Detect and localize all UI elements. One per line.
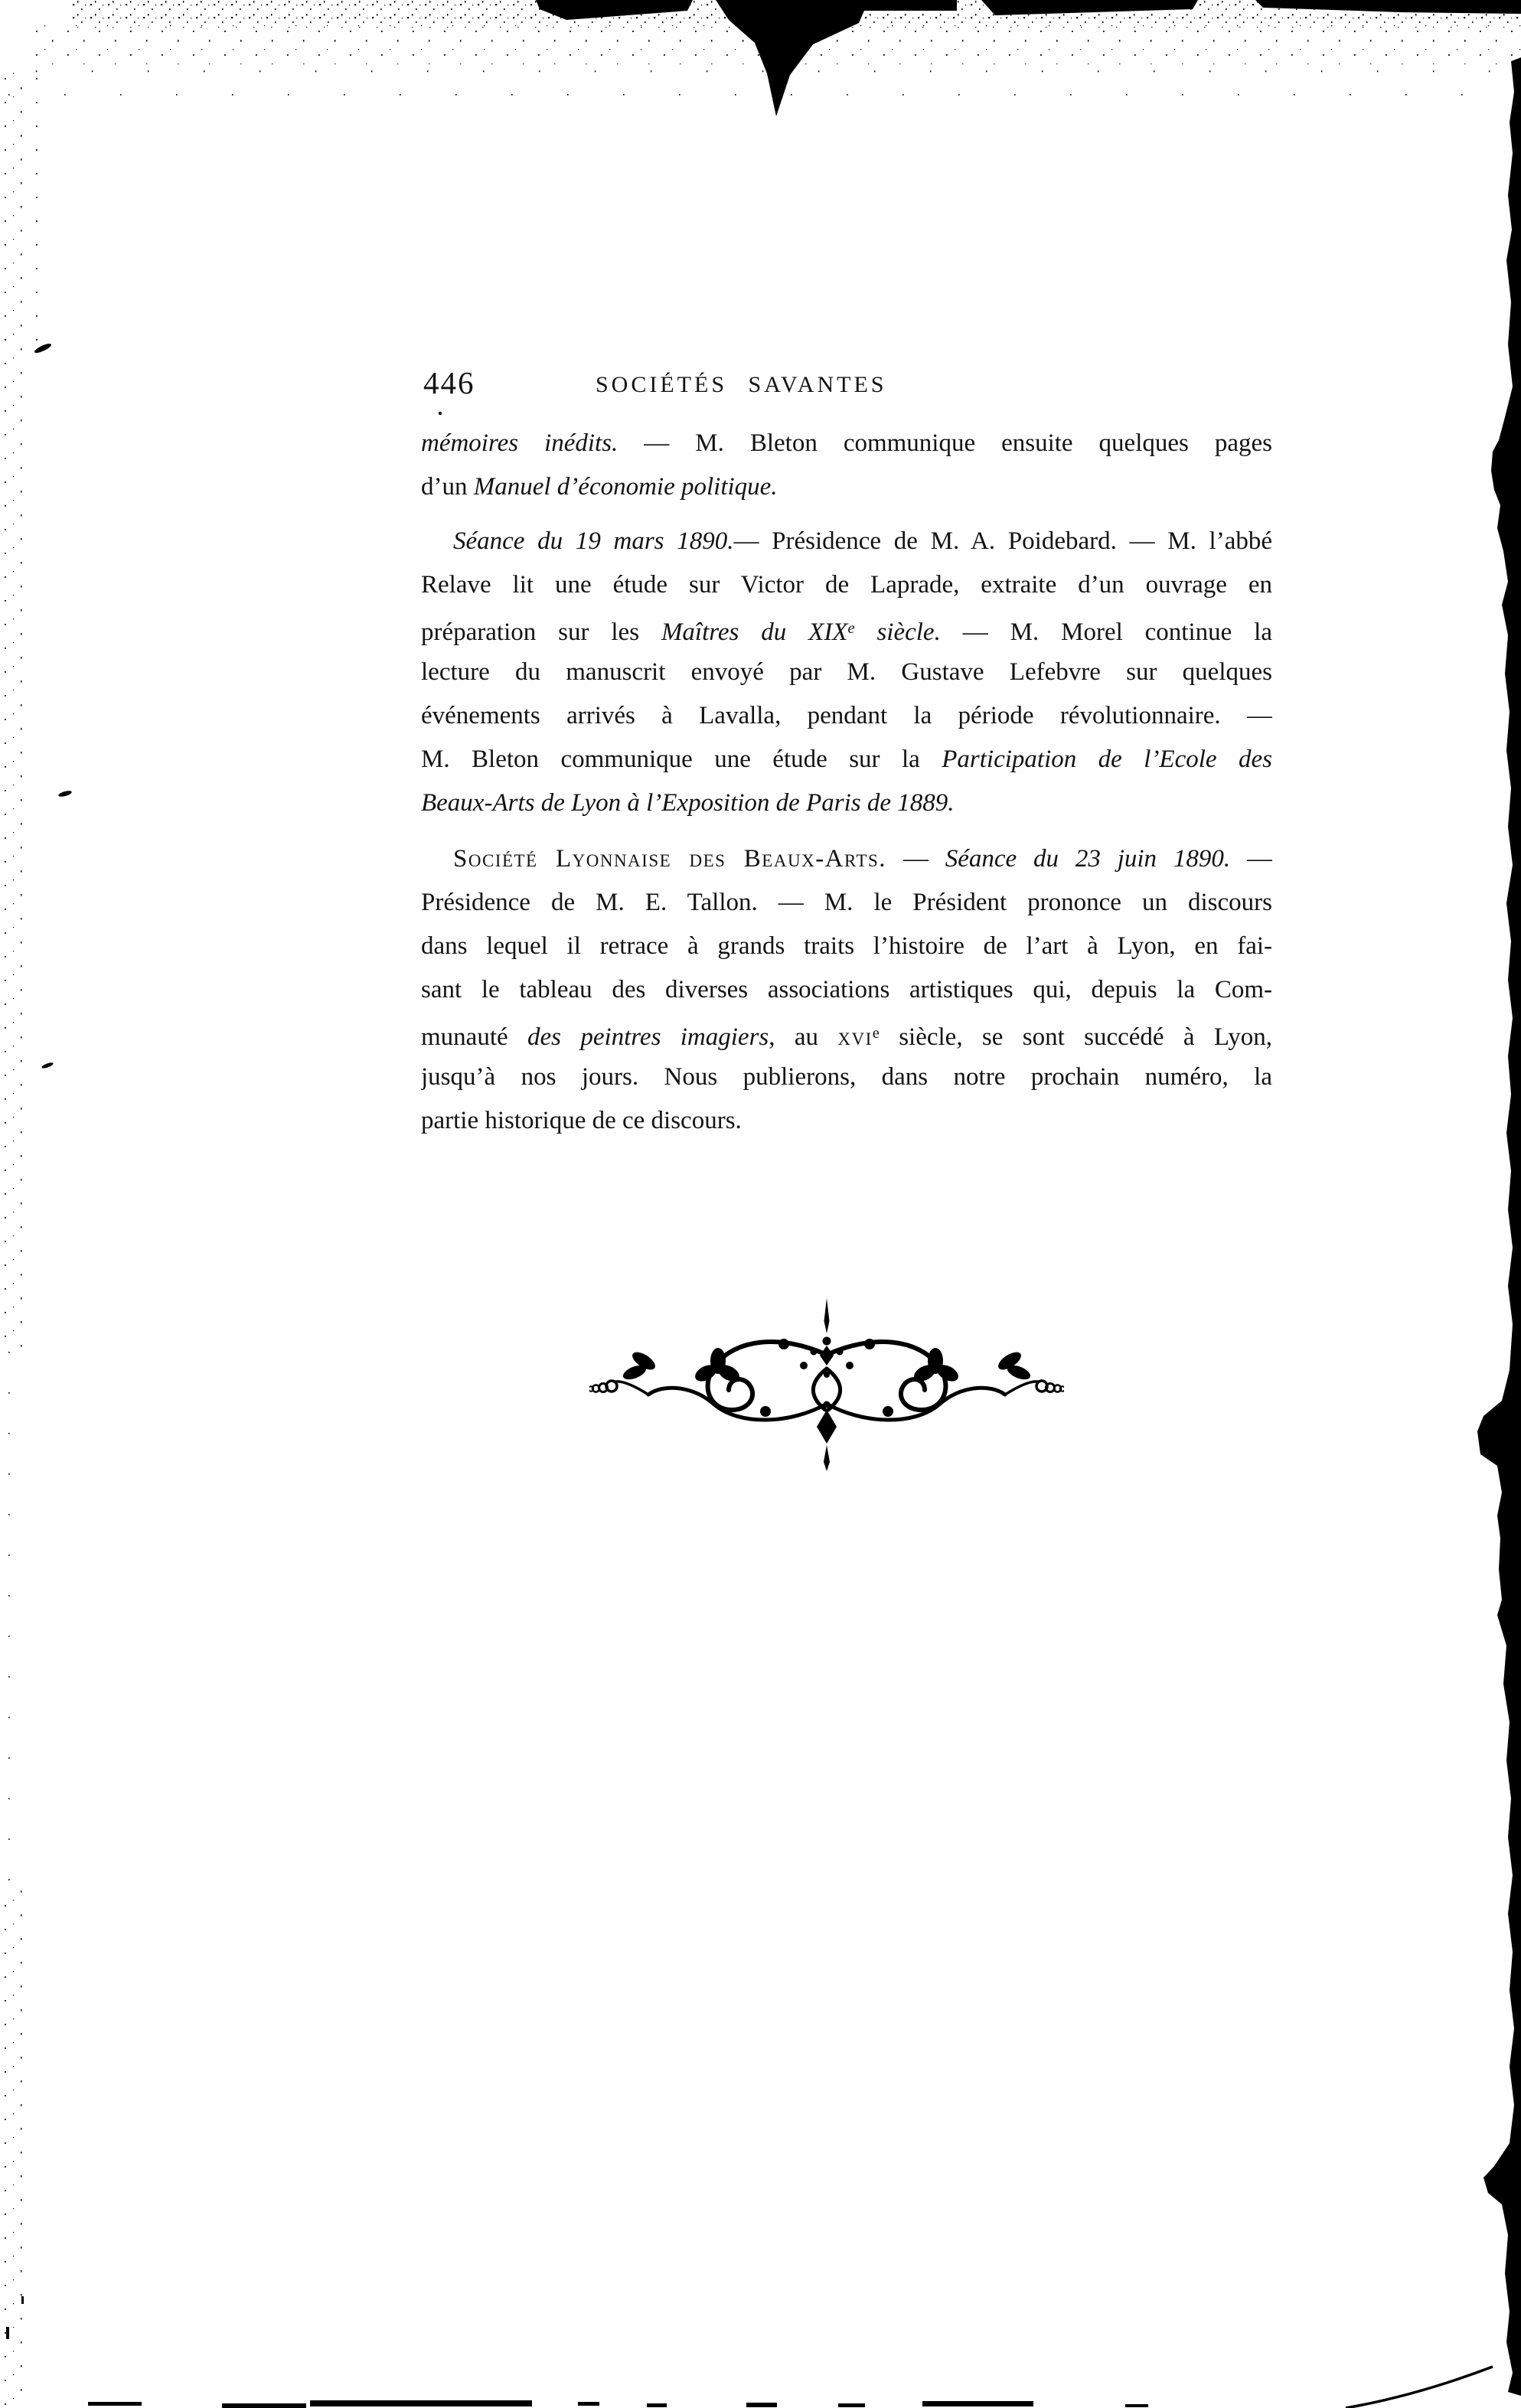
text-line: dans lequel il retrace à grands traits l’histoire de l’art à Lyon, en fai- bbox=[421, 932, 1272, 960]
paragraph bbox=[421, 520, 1272, 825]
text-line: Société Lyonnaise des Beaux-Arts. — Séance du 23 juin 1890. — bbox=[453, 845, 1272, 873]
text-line: Séance du 19 mars 1890.— Présidence de M. A. Poidebard. — M. l’abbé bbox=[453, 527, 1272, 555]
paragraph bbox=[421, 422, 1272, 509]
text-line: lecture du manuscrit envoyé par M. Gustave Lefebvre sur quelques bbox=[421, 658, 1272, 686]
text-line: munauté des peintres imagiers, au xvi$^e$ siècle, se sont succédé à Lyon, bbox=[421, 1023, 1272, 1052]
text-line: jusqu’à nos jours. Nous publierons, dans notre prochain numéro, la bbox=[421, 1063, 1272, 1091]
text-line: partie historique de ce discours. bbox=[421, 1107, 742, 1134]
text-line: mémoires inédits. — M. Bleton communique ensuite quelques pages bbox=[421, 429, 1272, 457]
text-line: événements arrivés à Lavalla, pendant la période révolutionnaire. — bbox=[421, 702, 1272, 729]
text-line: d’un Manuel d’économie politique. bbox=[421, 473, 778, 501]
paragraph bbox=[421, 837, 1272, 1143]
page-number: 446 bbox=[423, 365, 475, 400]
running-title: SOCIÉTÉS SAVANTES bbox=[596, 372, 887, 397]
text-line: Présidence de M. E. Tallon. — M. le Président prononce un discours bbox=[421, 889, 1272, 916]
text-line: M. Bleton communique une étude sur la Participation de l’Ecole des bbox=[421, 746, 1272, 773]
floral-tailpiece-ornament bbox=[589, 1295, 1064, 1473]
text-line: préparation sur les Maîtres du XIXe siècle. — M. Morel continue la bbox=[421, 618, 1272, 647]
text-line: Relave lit une étude sur Victor de Laprade, extraite d’un ouvrage en bbox=[421, 571, 1272, 599]
text-line: sant le tableau des diverses associations artistiques qui, depuis la Com- bbox=[421, 976, 1272, 1003]
text-line: Beaux-Arts de Lyon à l’Exposition de Paris de 1889. bbox=[421, 789, 955, 817]
